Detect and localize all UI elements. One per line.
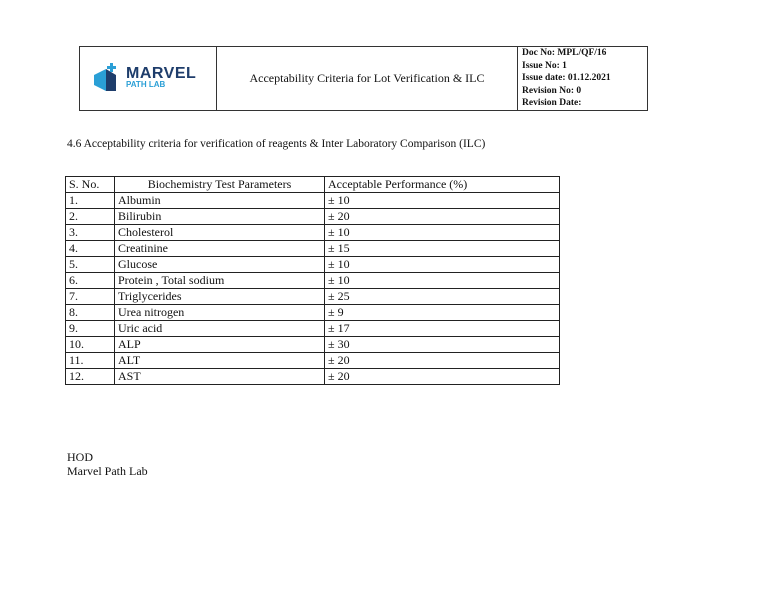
row-sno: 10. [66,337,115,353]
row-sno: 7. [66,289,115,305]
document-title: Acceptability Criteria for Lot Verification & ILC [217,47,518,111]
row-parameter: Triglycerides [115,289,325,305]
row-parameter: ALP [115,337,325,353]
doc-no: Doc No: MPL/QF/16 [522,48,607,59]
logo-sub: PATH LAB [126,80,166,89]
row-parameter: Cholesterol [115,225,325,241]
document-info [518,47,648,111]
row-sno: 11. [66,353,115,369]
row-parameter: Uric acid [115,321,325,337]
row-parameter: Creatinine [115,241,325,257]
row-performance: ± 20 [325,369,560,385]
row-parameter: AST [115,369,325,385]
row-performance: ± 30 [325,337,560,353]
signature-role: HOD [67,450,93,464]
document-header [79,46,648,111]
row-performance: ± 20 [325,353,560,369]
table-row [66,225,560,241]
row-sno: 2. [66,209,115,225]
col-sno: S. No. [66,177,115,193]
row-performance: ± 10 [325,225,560,241]
row-parameter: ALT [115,353,325,369]
row-performance: ± 10 [325,273,560,289]
table-row [66,257,560,273]
logo-brand: MARVEL [126,65,197,82]
row-performance: ± 10 [325,257,560,273]
row-parameter: Protein , Total sodium [115,273,325,289]
revision-date: Revision Date: [522,98,582,109]
table-row [66,353,560,369]
row-performance: ± 25 [325,289,560,305]
row-parameter: Urea nitrogen [115,305,325,321]
table-row [66,337,560,353]
row-performance: ± 15 [325,241,560,257]
row-parameter: Albumin [115,193,325,209]
table-row [66,321,560,337]
table-row [66,305,560,321]
issue-no: Issue No: 1 [522,60,567,71]
revision-no: Revision No: 0 [522,85,582,96]
table-row [66,369,560,385]
logo-icon [90,61,120,95]
criteria-table [65,176,560,385]
signature-org: Marvel Path Lab [67,464,148,478]
row-sno: 9. [66,321,115,337]
row-sno: 4. [66,241,115,257]
table-row [66,209,560,225]
row-performance: ± 17 [325,321,560,337]
row-parameter: Glucose [115,257,325,273]
col-performance: Acceptable Performance (%) [325,177,560,193]
row-sno: 5. [66,257,115,273]
row-sno: 12. [66,369,115,385]
row-sno: 1. [66,193,115,209]
table-row [66,289,560,305]
logo-cell [80,47,217,111]
table-row [66,273,560,289]
table-row [66,193,560,209]
row-sno: 6. [66,273,115,289]
issue-date: Issue date: 01.12.2021 [522,73,611,84]
row-performance: ± 20 [325,209,560,225]
row-performance: ± 9 [325,305,560,321]
col-parameter: Biochemistry Test Parameters [115,177,325,193]
row-parameter: Bilirubin [115,209,325,225]
row-sno: 8. [66,305,115,321]
row-performance: ± 10 [325,193,560,209]
section-title: 4.6 Acceptability criteria for verification of reagents & Inter Laboratory Comparison (ILC) [67,138,486,150]
row-sno: 3. [66,225,115,241]
table-row [66,241,560,257]
signature-block [67,450,148,478]
